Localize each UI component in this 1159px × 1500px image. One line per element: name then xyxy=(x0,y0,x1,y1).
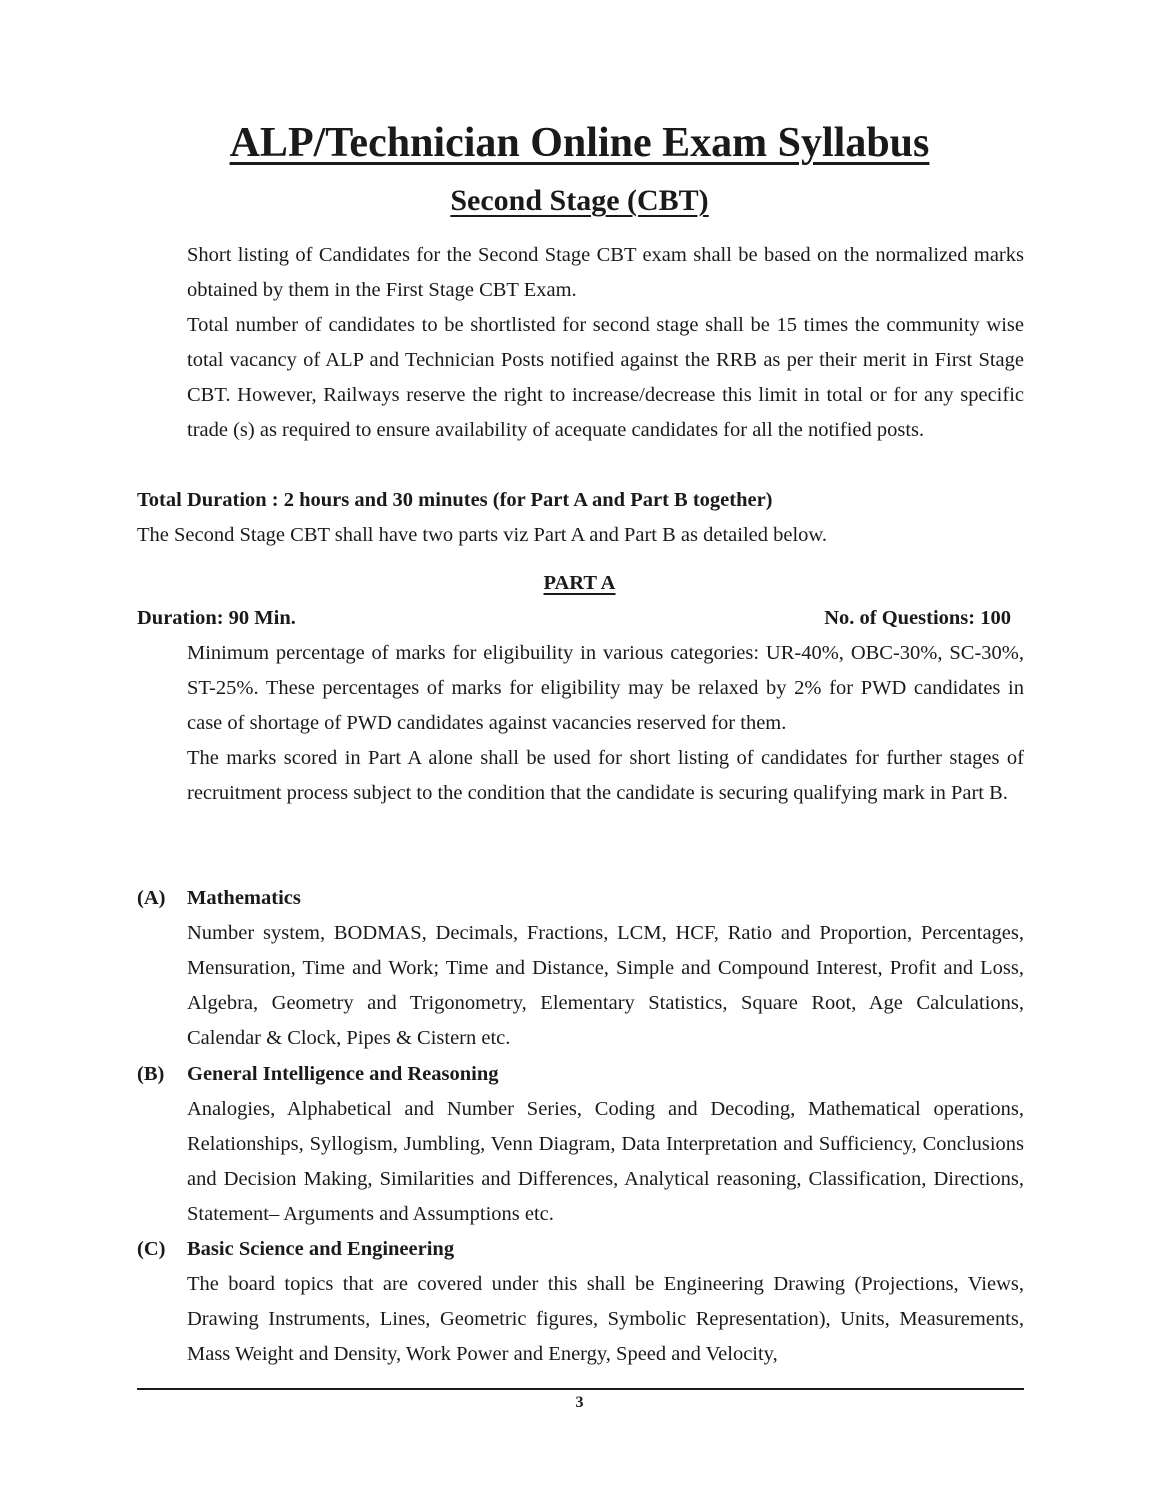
part-a-questions: No. of Questions: 100 xyxy=(824,607,1011,629)
two-parts-note: The Second Stage CBT shall have two parts viz Part A and Part B as detailed below. xyxy=(137,524,828,546)
part-a-meta-row xyxy=(137,601,1011,636)
part-a-block xyxy=(187,636,1024,811)
document-title: ALP/Technician Online Exam Syllabus xyxy=(229,120,930,166)
section-a-heading xyxy=(137,881,1024,916)
section-c-title: Basic Science and Engineering xyxy=(187,1238,455,1260)
intro-paragraph-1: Short listing of Candidates for the Second Stage CBT exam shall be based on the normalized marks obtained by them in the First Stage CBT Exam. xyxy=(187,244,1024,302)
section-c-text: The board topics that are covered under this shall be Engineering Drawing (Projections, Views, Drawing Instruments, Lines, Geometric figures, Symbolic Representation), Units, Measurements, Mass Weight and Density, Work Power and Energy, Speed and Velocity, xyxy=(187,1273,1024,1366)
intro-block xyxy=(187,238,1024,449)
section-b-body xyxy=(187,1092,1024,1232)
part-a-paragraph-2: The marks scored in Part A alone shall be used for short listing of candidates for further stages of recruitment process subject to the condition that the candidate is securing qualifying mark in Part B. xyxy=(187,747,1024,805)
section-a-letter: (A) xyxy=(137,887,166,909)
section-b-title: General Intelligence and Reasoning xyxy=(187,1063,499,1085)
page-number: 3 xyxy=(575,1394,584,1411)
total-duration: Total Duration : 2 hours and 30 minutes (for Part A and Part B together) xyxy=(137,489,773,511)
section-c-letter: (C) xyxy=(137,1238,166,1260)
section-c-body xyxy=(187,1267,1024,1372)
section-b-text: Analogies, Alphabetical and Number Series, Coding and Decoding, Mathematical operations, Relationships, Syllogism, Jumbling, Venn Diagram, Data Interpretation and Sufficiency, Conclusions and Decision Making, Similarities and Differences, Analytical reasoning, Classification, Directions, Statement– Arguments and Assumptions etc. xyxy=(187,1098,1024,1226)
intro-paragraph-2: Total number of candidates to be shortlisted for second stage shall be 15 times the community wise total vacancy of ALP and Technician Posts notified against the RRB as per their merit in First Stage CBT. However, Railways reserve the right to increase/decrease this limit in total or for any specific trade (s) as required to ensure availability of acequate candidates for all the notified posts. xyxy=(187,314,1024,442)
part-a-heading: PART A xyxy=(543,572,616,594)
document-subtitle: Second Stage (CBT) xyxy=(450,184,709,217)
part-a-duration: Duration: 90 Min. xyxy=(137,607,296,629)
footer-rule xyxy=(137,1388,1024,1390)
section-a-title: Mathematics xyxy=(187,887,301,909)
section-c-heading xyxy=(137,1232,1024,1267)
section-b-heading xyxy=(137,1057,1024,1092)
section-b-letter: (B) xyxy=(137,1063,165,1085)
section-a-text: Number system, BODMAS, Decimals, Fractions, LCM, HCF, Ratio and Proportion, Percentages, Mensuration, Time and Work; Time and Distance, Simple and Compound Interest, Profit and Loss, Algebra, Geometry and Trigonometry, Elementary Statistics, Square Root, Age Calculations, Calendar & Clock, Pipes & Cistern etc. xyxy=(187,922,1024,1050)
section-a-body xyxy=(187,916,1024,1056)
part-a-paragraph-1: Minimum percentage of marks for eligibuility in various categories: UR-40%, OBC-30%, SC-30%, ST-25%. These percentages of marks for eligibility may be relaxed by 2% for PWD candidates in case of shortage of PWD candidates against vacancies reserved for them. xyxy=(187,642,1024,735)
